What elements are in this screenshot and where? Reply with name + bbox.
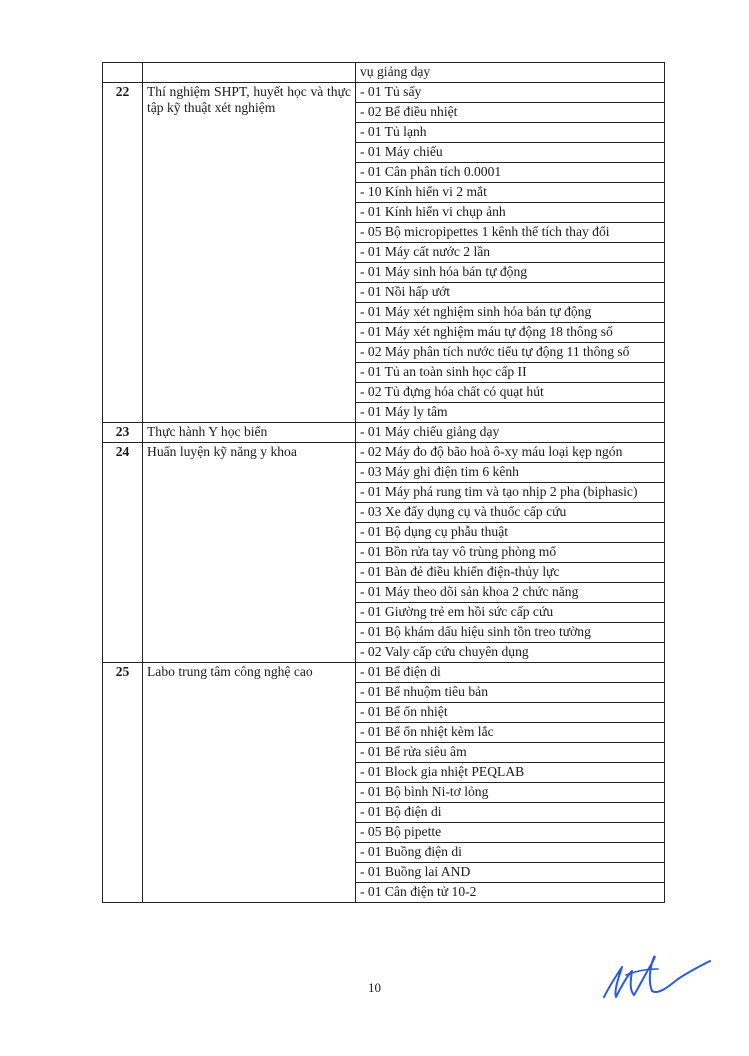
- handwritten-signature: [596, 945, 716, 1005]
- equipment-item-cell: - 01 Cân phân tích 0.0001: [356, 163, 665, 183]
- row-number-cell: 23: [103, 423, 143, 443]
- equipment-item-cell: - 01 Máy chiếu: [356, 143, 665, 163]
- equipment-item-cell: - 01 Máy chiếu giảng dạy: [356, 423, 665, 443]
- equipment-item-cell: - 03 Xe đẩy dụng cụ và thuốc cấp cứu: [356, 503, 665, 523]
- equipment-item-cell: - 01 Bể ổn nhiệt: [356, 703, 665, 723]
- row-number-cell: 25: [103, 663, 143, 903]
- equipment-item-cell: - 01 Bể điện di: [356, 663, 665, 683]
- equipment-item-cell: - 02 Tủ đựng hóa chất có quạt hút: [356, 383, 665, 403]
- equipment-item-cell: - 01 Bộ khám dấu hiệu sinh tồn treo tường: [356, 623, 665, 643]
- equipment-item-cell: - 01 Bể rửa siêu âm: [356, 743, 665, 763]
- equipment-item-cell: - 01 Bàn đẻ điều khiển điện-thủy lực: [356, 563, 665, 583]
- subject-cell: [143, 63, 356, 83]
- equipment-item-cell: - 01 Block gia nhiệt PEQLAB: [356, 763, 665, 783]
- equipment-item-cell: - 01 Bồn rửa tay vô trùng phòng mổ: [356, 543, 665, 563]
- subject-cell: Thực hành Y học biển: [143, 423, 356, 443]
- equipment-item-cell: - 10 Kính hiển vi 2 mắt: [356, 183, 665, 203]
- equipment-item-cell: - 01 Tủ an toàn sinh học cấp II: [356, 363, 665, 383]
- equipment-item-cell: - 01 Kính hiển vi chụp ảnh: [356, 203, 665, 223]
- equipment-item-cell: - 02 Bể điều nhiệt: [356, 103, 665, 123]
- table-row: [103, 83, 665, 103]
- equipment-item-cell: - 01 Giường trẻ em hồi sức cấp cứu: [356, 603, 665, 623]
- row-number-cell: [103, 63, 143, 83]
- equipment-item-cell: - 01 Buồng điện di: [356, 843, 665, 863]
- equipment-item-cell: - 01 Máy theo dõi sản khoa 2 chức năng: [356, 583, 665, 603]
- equipment-item-cell: - 01 Máy phá rung tim và tạo nhịp 2 pha (biphasic): [356, 483, 665, 503]
- equipment-item-cell: - 01 Bộ dụng cụ phẫu thuật: [356, 523, 665, 543]
- equipment-item-cell: - 01 Máy xét nghiệm máu tự động 18 thông số: [356, 323, 665, 343]
- subject-cell: Thí nghiệm SHPT, huyết học và thực tập kỹ thuật xét nghiệm: [143, 83, 356, 423]
- equipment-item-cell: - 02 Valy cấp cứu chuyên dụng: [356, 643, 665, 663]
- equipment-item-cell: - 05 Bộ pipette: [356, 823, 665, 843]
- equipment-item-cell: - 01 Máy sinh hóa bán tự động: [356, 263, 665, 283]
- table-row: [103, 443, 665, 463]
- equipment-item-cell: - 03 Máy ghi điện tim 6 kênh: [356, 463, 665, 483]
- equipment-item-cell: - 01 Tủ sấy: [356, 83, 665, 103]
- equipment-item-cell: - 01 Máy cất nước 2 lần: [356, 243, 665, 263]
- equipment-item-cell: - 01 Cân điện tử 10-2: [356, 883, 665, 903]
- subject-cell: Huấn luyện kỹ năng y khoa: [143, 443, 356, 663]
- equipment-item-cell: - 01 Bể ổn nhiệt kèm lắc: [356, 723, 665, 743]
- equipment-item-cell: - 05 Bộ micropipettes 1 kênh thể tích thay đổi: [356, 223, 665, 243]
- equipment-item-cell: - 01 Nồi hấp ướt: [356, 283, 665, 303]
- row-number-cell: 22: [103, 83, 143, 423]
- equipment-item-cell: - 01 Máy xét nghiệm sinh hóa bán tự động: [356, 303, 665, 323]
- equipment-item-cell: - 01 Buồng lai AND: [356, 863, 665, 883]
- equipment-item-cell: - 02 Máy phân tích nước tiểu tự động 11 thông số: [356, 343, 665, 363]
- equipment-table: [102, 62, 665, 903]
- subject-cell: Labo trung tâm công nghệ cao: [143, 663, 356, 903]
- table-row: [103, 63, 665, 83]
- table-row: [103, 663, 665, 683]
- equipment-item-cell: vụ giảng dạy: [356, 63, 665, 83]
- equipment-item-cell: - 01 Tủ lạnh: [356, 123, 665, 143]
- equipment-item-cell: - 02 Máy đo độ bão hoà ô-xy máu loại kẹp ngón: [356, 443, 665, 463]
- equipment-item-cell: - 01 Bể nhuộm tiêu bản: [356, 683, 665, 703]
- equipment-item-cell: - 01 Bộ điện di: [356, 803, 665, 823]
- equipment-table-body: [103, 63, 665, 903]
- page-number: 10: [368, 980, 381, 995]
- equipment-item-cell: - 01 Bộ bình Ni-tơ lỏng: [356, 783, 665, 803]
- row-number-cell: 24: [103, 443, 143, 663]
- equipment-item-cell: - 01 Máy ly tâm: [356, 403, 665, 423]
- table-row: [103, 423, 665, 443]
